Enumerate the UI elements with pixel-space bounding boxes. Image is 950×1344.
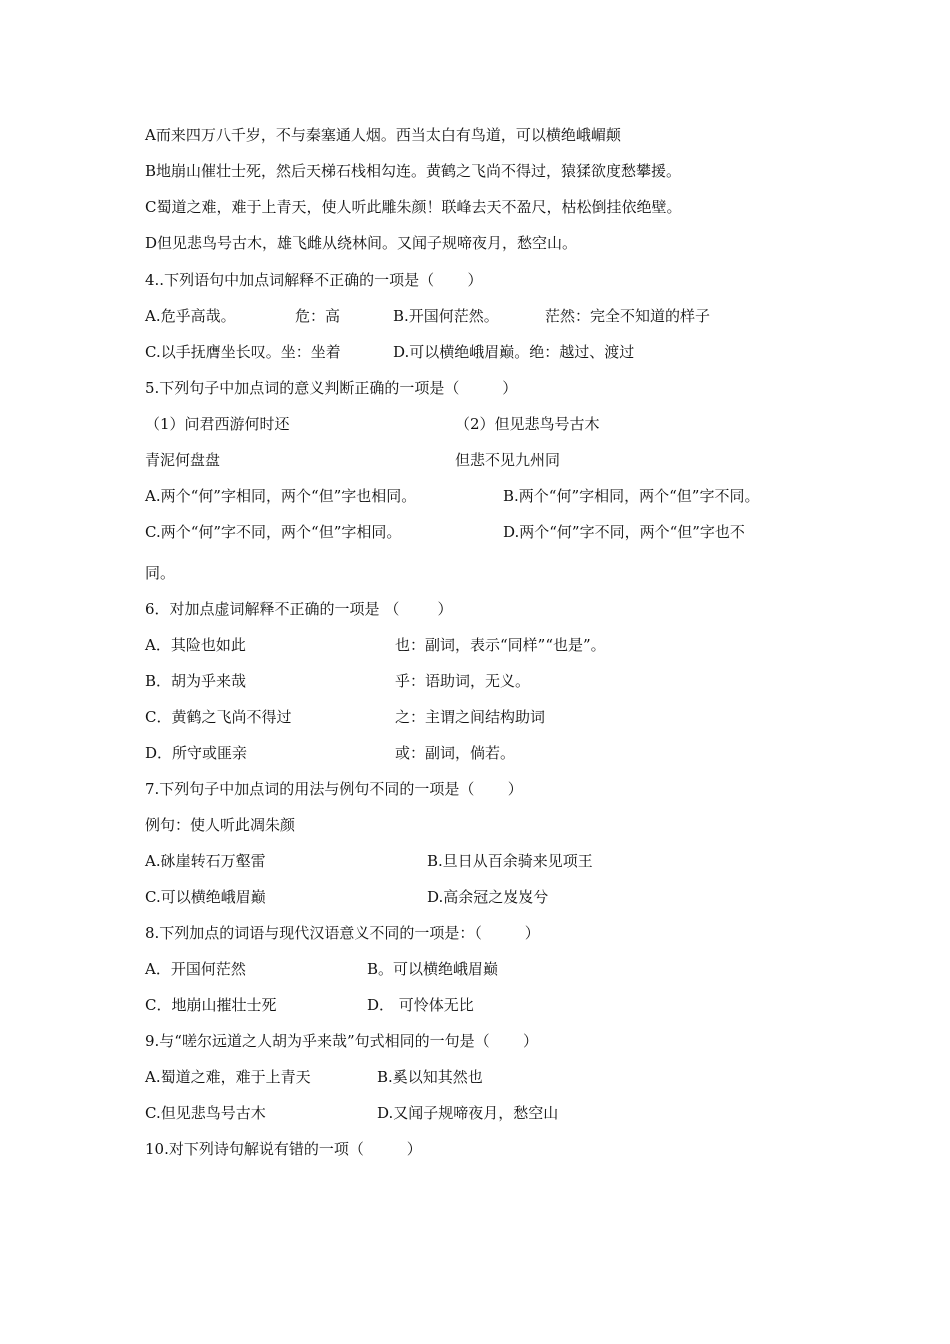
q6-option-d-gloss: 或：副词，倘若。: [395, 744, 516, 762]
q8-stem: 8.下列加点的词语与现代汉语意义不同的一项是：（ ）: [145, 924, 540, 942]
q9-option-d: D.又闻子规啼夜月，愁空山: [377, 1104, 559, 1122]
q3-option-b: B地崩山催壮士死，然后天梯石栈相勾连。黄鹤之飞尚不得过，猿猱欲度愁攀援。: [145, 162, 682, 180]
q3-option-d: D但见悲鸟号古木，雄飞雌从绕林间。又闻子规啼夜月，愁空山。: [145, 234, 578, 252]
q6-option-a-gloss: 也：副词，表示“同样”“也是”。: [395, 636, 606, 654]
q5-item-1b: 青泥何盘盘: [145, 451, 221, 469]
q6-option-d: D．所守或匪亲: [145, 744, 248, 762]
q5-option-a: A.两个“何”字相同，两个“但”字也相同。: [145, 487, 417, 505]
q9-stem: 9.与“嗟尔远道之人胡为乎来哉”句式相同的一句是（ ）: [145, 1032, 539, 1050]
q8-option-b: B。可以横绝峨眉巅: [367, 960, 499, 978]
q6-option-b-gloss: 乎：语助词，无义。: [395, 672, 531, 690]
q8-option-c: C．地崩山摧壮士死: [145, 996, 277, 1014]
q9-option-a: A.蜀道之难，难于上青天: [145, 1068, 311, 1086]
q4-option-a-gloss: 危：高: [295, 307, 341, 325]
q6-option-c-gloss: 之：主谓之间结构助词: [395, 708, 546, 726]
q3-option-c: C蜀道之难，难于上青天，使人听此雕朱颜！联峰去天不盈尺，枯松倒挂依绝壁。: [145, 198, 682, 216]
q5-item-1: （1）问君西游何时还: [145, 415, 290, 433]
q6-option-b: B．胡为乎来哉: [145, 672, 247, 690]
q5-item-2: （2）但见悲鸟号古木: [455, 415, 600, 433]
q7-option-a: A.砯崖转石万壑雷: [145, 852, 266, 870]
q5-option-d-continued: 同。: [145, 564, 176, 582]
q4-option-c: C.以手抚膺坐长叹。坐：坐着: [145, 343, 341, 361]
q7-option-c: C.可以横绝峨眉巅: [145, 888, 266, 906]
q7-example: 例句：使人听此凋朱颜: [145, 816, 296, 834]
q7-stem: 7.下列句子中加点词的用法与例句不同的一项是（ ）: [145, 780, 523, 798]
q10-stem: 10.对下列诗句解说有错的一项（ ）: [145, 1140, 422, 1158]
q5-row-cd: [145, 522, 745, 602]
q4-option-b-gloss: 茫然：完全不知道的样子: [545, 307, 711, 325]
q9-option-b: B.奚以知其然也: [377, 1068, 483, 1086]
q4-option-d: D.可以横绝峨眉巅。绝：越过、渡过: [393, 343, 635, 361]
q5-stem: 5.下列句子中加点词的意义判断正确的一项是（ ）: [145, 379, 518, 397]
q4-stem: 4..下列语句中加点词解释不正确的一项是（ ）: [145, 271, 483, 289]
q8-option-a: A．开国何茫然: [145, 960, 246, 978]
q5-option-b: B.两个“何”字相同，两个“但”字不同。: [503, 487, 760, 505]
q4-option-b: B.开国何茫然。: [393, 307, 499, 325]
q9-option-c: C.但见悲鸟号古木: [145, 1104, 266, 1122]
q7-option-b: B.旦日从百余骑来见项王: [427, 852, 593, 870]
q5-item-2b: 但悲不见九州同: [455, 451, 561, 469]
q6-option-c: C．黄鹤之飞尚不得过: [145, 708, 292, 726]
q5-option-d: D.两个“何”字不同，两个“但”字也不: [503, 523, 745, 541]
q8-option-d: D． 可怜体无比: [367, 996, 474, 1014]
q3-option-a: A而来四万八千岁，不与秦塞通人烟。西当太白有鸟道，可以横绝峨嵋颠: [145, 126, 621, 144]
q6-option-a: A．其险也如此: [145, 636, 246, 654]
q7-option-d: D.高余冠之岌岌兮: [427, 888, 549, 906]
q5-option-c: C.两个“何”字不同，两个“但”字相同。: [145, 523, 402, 541]
q4-option-a: A.危乎高哉。: [145, 307, 236, 325]
q6-stem: 6．对加点虚词解释不正确的一项是 （ ）: [145, 600, 453, 618]
